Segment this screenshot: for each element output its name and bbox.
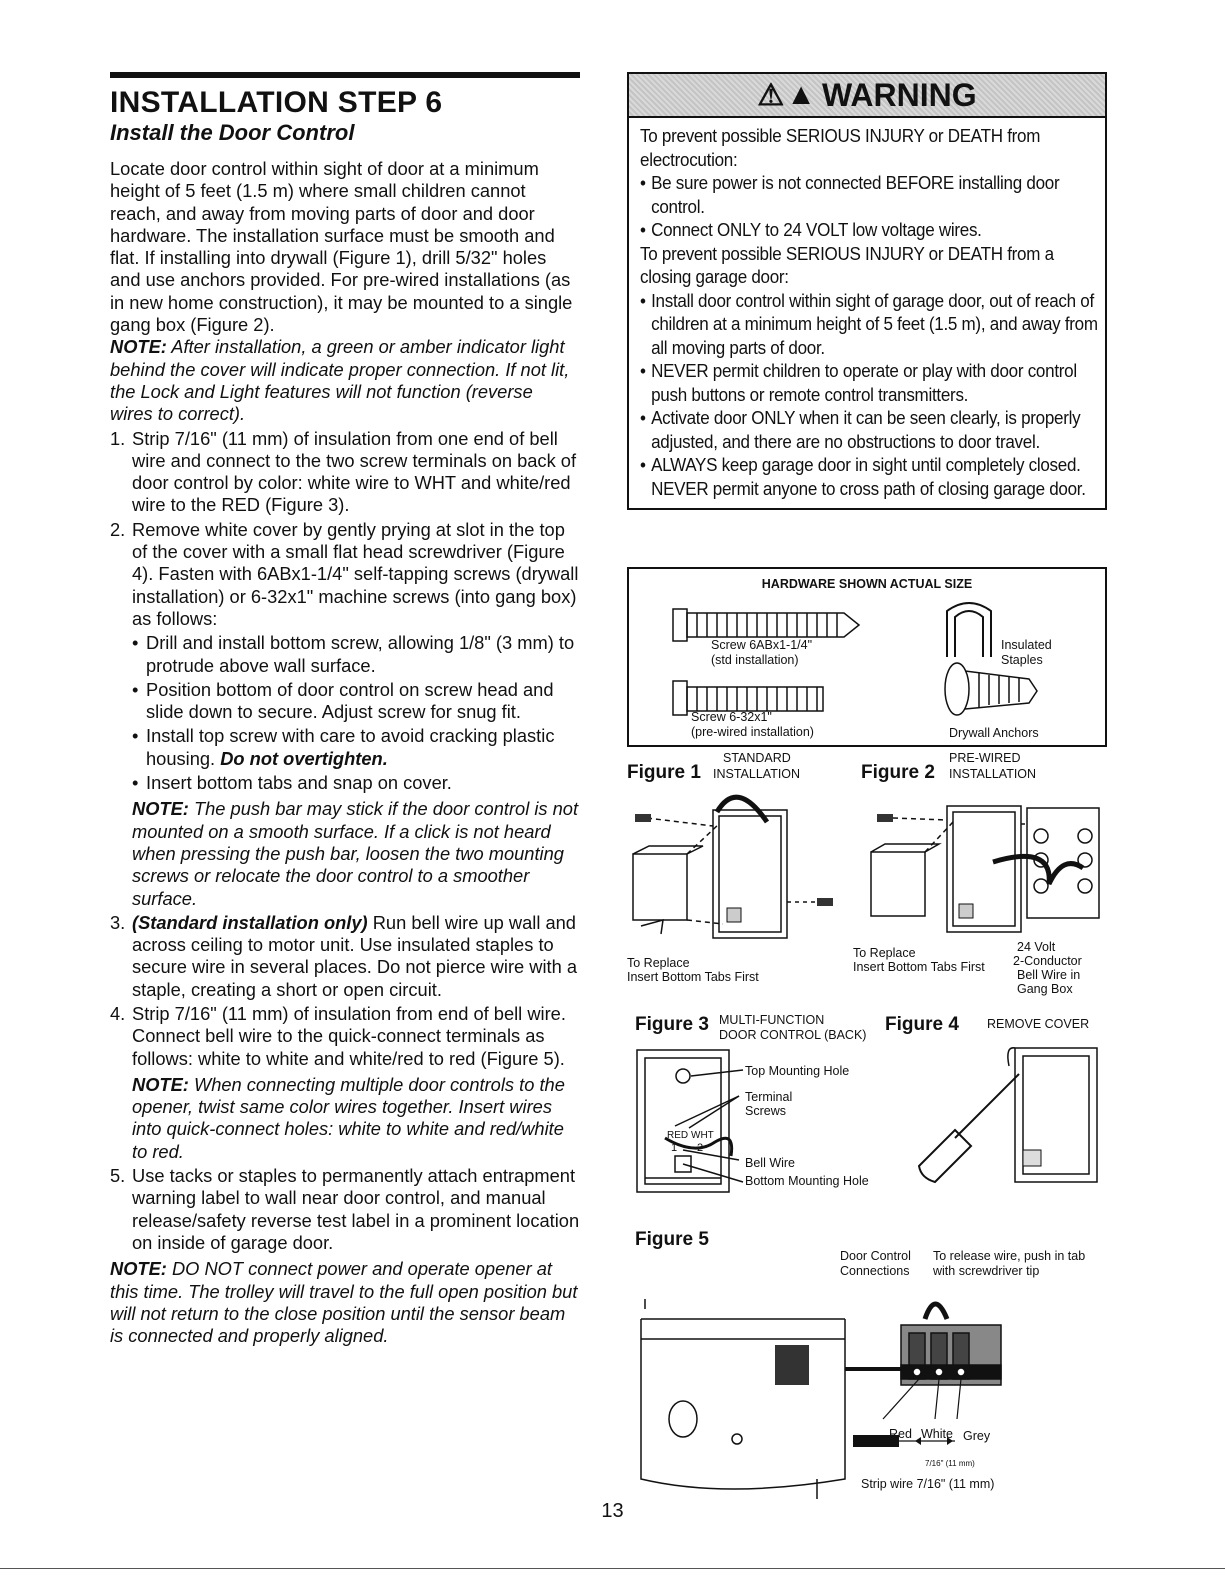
drywall-anchor-icon [945,663,1037,715]
step-number: 3. [110,911,126,933]
figure-note: Insert Bottom Tabs First [627,970,759,984]
warning-box [627,72,1107,510]
step-subtitle: Install the Door Control [110,120,355,145]
warning-triangle-icon: ⚠ [757,78,785,112]
step-number: 2. [110,518,126,540]
release-wire-note: To release wire, push in tab [933,1249,1086,1263]
warning-bullet: • Be sure power is not connected BEFORE installing door control. [640,172,1060,217]
screwdriver-icon [919,1074,1019,1182]
figure-caption: INSTALLATION [949,767,1037,781]
screw-6abx-icon [673,609,859,641]
bullet-item: • Position bottom of door control on screw head and slide down to secure. Adjust screw for snug fit. [132,679,580,724]
screw-2-note: (pre-wired installation) [691,725,814,739]
step-item-3 [110,912,580,1001]
step-number: 5. [110,1165,126,1187]
left-column [110,72,580,1347]
step-number: 1. [110,427,126,449]
figure-note: Bell Wire in [1017,968,1081,982]
note-3 [132,1074,580,1163]
note-label: NOTE: [132,798,189,820]
step-emphasis: (Standard installation only) [132,911,368,933]
figure-label: Figure 4 [885,1014,959,1035]
section-rule [110,72,580,78]
bell-wire-label: Bell Wire [745,1156,796,1170]
note-text: The push bar may stick if the door control is not mounted on a smooth surface. If a click is not heard when pressing the push bar, loosen the two mounting screws or relocate the door control to a smoother surface. [132,798,579,909]
figure-4-illustration [885,1042,1105,1192]
screw-1-label: Screw 6ABx1-1/4" [711,638,813,652]
step-item-1 [110,428,580,517]
figure-caption: DOOR CONTROL (BACK) [719,1028,867,1042]
figure-label: Figure 5 [635,1229,709,1250]
warning-bullet: • Install door control within sight of garage door, out of reach of children at a minimum height of 5 feet (1.5 m), and away from all moving parts of door. [640,289,1098,358]
bullet-item: • Insert bottom tabs and snap on cover. [132,772,452,794]
wire-white-label: White [921,1427,953,1441]
wire-red-label: Red [889,1427,912,1441]
warning-header [629,74,1105,118]
top-mounting-hole-label: Top Mounting Hole [745,1064,850,1078]
bottom-mounting-hole-label: Bottom Mounting Hole [745,1174,869,1188]
figure-3 [635,1014,895,1194]
release-wire-note: with screwdriver tip [933,1264,1040,1278]
figure-caption: REMOVE COVER [987,1017,1090,1031]
warning-paragraph: To prevent possible SERIOUS INJURY or DEATH from a closing garage door: [640,242,1054,287]
step-item-2 [110,519,580,910]
note-text: After installation, a green or amber indicator light behind the cover will indicate proper connection. If not lit, the Lock and Light features will not function (reverse wires to correct). [110,336,570,425]
bottom-rule [0,1568,1225,1569]
staples-label-1: Insulated [1001,638,1052,652]
screw-2-label: Screw 6-32x1" [691,710,772,724]
figure-1-illustration [627,784,857,944]
warning-paragraph: To prevent possible SERIOUS INJURY or DEATH from electrocution: [640,125,1041,170]
staples-label-2: Staples [1001,653,1043,667]
step-title: INSTALLATION STEP 6 [110,86,443,119]
figure-note: Gang Box [1017,982,1073,996]
step-text: Strip 7/16" (11 mm) of insulation from one end of bell wire and connect to the two screw terminals on back of door control by color: white wire to WHT and white/red wire to the RED (Figure 3). [132,427,577,516]
figure-label: Figure 1 [627,762,701,783]
door-control-connections-label: Connections [840,1264,910,1278]
terminal-block [901,1325,1001,1385]
figure-2-illustration [853,784,1103,944]
step-item-5 [110,1165,580,1254]
note-label: NOTE: [110,1258,167,1280]
bullet-text: Position bottom of door control on screw head and slide down to secure. Adjust screw for snug fit. [146,678,554,723]
anchors-label: Drywall Anchors [949,726,1039,740]
note-text: DO NOT connect power and operate opener at this time. The trolley will travel to the full open position but will not return to the close position until the sensor beam is connected and properly aligned. [110,1258,578,1347]
figure-caption: PRE-WIRED [949,751,1021,765]
bullet-item: • Install top screw with care to avoid cracking plastic housing. Do not overtighten. [132,725,555,769]
step-item-4 [110,1003,580,1163]
figure-2 [853,748,1103,1008]
figure-label: Figure 2 [861,762,935,783]
terminal-label: RED [667,1130,689,1141]
step-text: Use tacks or staples to permanently attach entrapment warning label to wall near door control, and manual release/safety reverse test label in a prominent location on inside of garage door. [132,1165,580,1253]
warning-bullet: • Connect ONLY to 24 VOLT low voltage wires. [640,219,982,240]
figure-note: Insert Bottom Tabs First [853,960,985,974]
note-label: NOTE: [110,336,167,358]
step-number: 4. [110,1002,126,1024]
bullet-emphasis: Do not overtighten. [220,747,388,769]
terminal-screws-label: Terminal [745,1090,793,1104]
figure-note: To Replace [853,946,916,960]
warning-triangle-icon: ▲ [786,78,816,111]
warning-bullet: • Activate door ONLY when it can be seen clearly, is properly adjusted, and there are no obstructions to door travel. [640,407,1081,452]
hardware-box [627,567,1107,747]
note-2 [132,798,580,909]
screw-1-note: (std installation) [711,653,799,667]
door-control-connections-label: Door Control [840,1249,911,1263]
figure-5 [635,1229,1105,1539]
strip-wire-label: Strip wire 7/16" (11 mm) [861,1477,995,1491]
note-1 [110,336,580,425]
strip-measure-label: 7/16" (11 mm) [925,1459,975,1468]
terminal-number: 1 [671,1142,678,1154]
step-text: Remove white cover by gently prying at slot in the top of the cover with a small flat head screwdriver (Figure 4). Fasten with 6ABx1-1/4" self-tapping screws (drywall installation) or 6-32x1" machine screws (into gang box) as follows: [132,518,579,629]
wire-grey-label: Grey [963,1429,991,1443]
figure-caption: MULTI-FUNCTION [719,1013,825,1027]
intro-paragraph: Locate door control within sight of door at a minimum height of 5 feet (1.5 m) where small children cannot reach, and away from moving parts of door and door hardware. The installation surface must be smooth and flat. If installing into drywall (Figure 1), drill 5/32" holes and use anchors provided. For pre-wired installations (as in new home construction), it may be mounted to a single gang box (Figure 2). [110,158,573,336]
figure-note: 2-Conductor [1013,954,1082,968]
terminal-number: 2 [697,1142,704,1154]
warning-body [629,118,1109,508]
figure-4 [885,1014,1105,1184]
bullet-text: Drill and install bottom screw, allowing 1/8" (3 mm) to protrude above wall surface. [146,632,575,676]
figure-note: 24 Volt [1017,940,1056,954]
right-column [627,72,1105,1491]
hardware-title: HARDWARE SHOWN ACTUAL SIZE [761,577,973,591]
warning-title: WARNING [821,76,977,113]
note-label: NOTE: [132,1073,189,1095]
figure-1 [627,748,857,988]
bullet-text: Insert bottom tabs and snap on cover. [146,772,452,794]
warning-bullet: • ALWAYS keep garage door in sight until completely closed. NEVER permit anyone to cross path of closing garage door. [640,454,1086,499]
note-text: When connecting multiple door controls to the opener, twist same color wires together. Insert wires into quick-connect holes: white to white and red/white to red. [132,1073,565,1162]
figure-note: To Replace [627,956,690,970]
step-text: Strip 7/16" (11 mm) of insulation from end of bell wire. Connect bell wire to the quick-connect terminals as follows: white to white and white/red to red (Figure 5). [132,1002,566,1069]
figure-label: Figure 3 [635,1014,709,1035]
insulated-staple-icon [947,603,991,657]
note-4 [110,1258,580,1347]
bullet-text: Install top screw with care to avoid cracking plastic housing. [146,725,555,769]
terminal-screws-label: Screws [745,1104,786,1118]
instructions-body [110,158,580,1347]
figure-caption: INSTALLATION [713,767,801,781]
step-text: Run bell wire up wall and across ceiling to motor unit. Use insulated staples to secure wire in several places. Do not pierce wire with a staple, creating a short or open circuit. [132,911,578,1000]
figure-caption: STANDARD [723,751,791,765]
terminal-label: WHT [691,1130,714,1141]
warning-bullet: • NEVER permit children to operate or play with door control push buttons or remote control transmitters. [640,360,1077,405]
page-number: 13 [601,1500,624,1522]
bullet-item: • Drill and install bottom screw, allowing 1/8" (3 mm) to protrude above wall surface. [132,632,580,677]
